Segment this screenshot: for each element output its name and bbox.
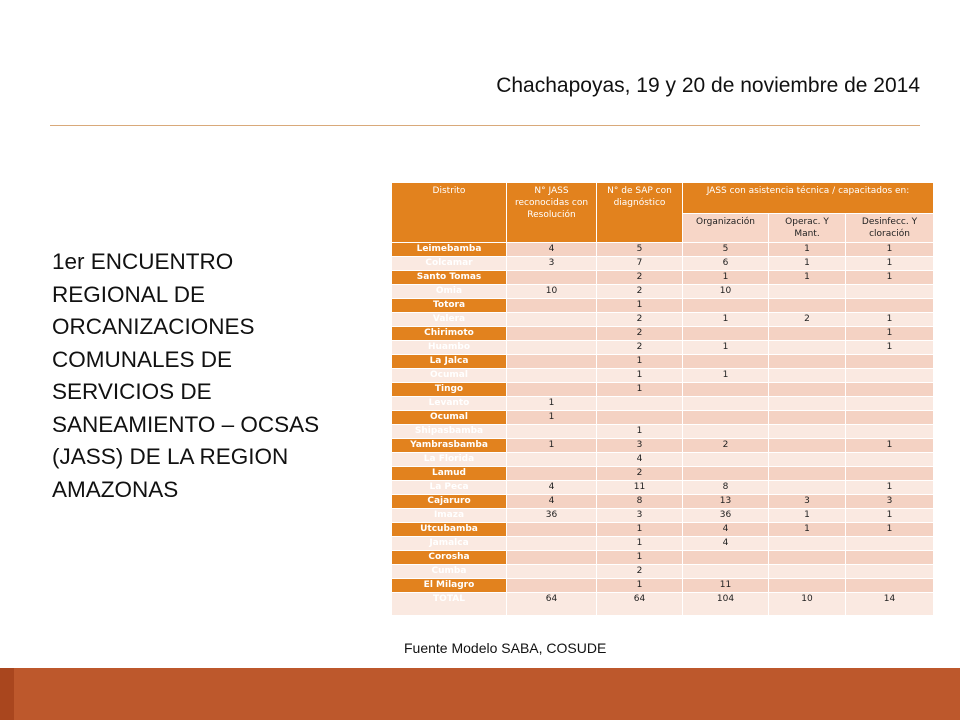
cell-organizacion: 2 — [683, 439, 769, 453]
cell-operac — [769, 439, 846, 453]
cell-organizacion: 1 — [683, 313, 769, 327]
table-row — [392, 579, 934, 593]
cell-operac: 2 — [769, 313, 846, 327]
cell-operac: 1 — [769, 271, 846, 285]
cell-jass — [507, 537, 597, 551]
cell-distrito: Totora — [392, 299, 507, 313]
cell-operac — [769, 355, 846, 369]
table-row — [392, 481, 934, 495]
cell-sap: 4 — [597, 453, 683, 467]
cell-jass — [507, 327, 597, 341]
cell-organizacion — [683, 397, 769, 411]
cell-jass — [507, 341, 597, 355]
cell-operac — [769, 397, 846, 411]
cell-distrito: Santo Tomas — [392, 271, 507, 285]
cell-distrito: Tingo — [392, 383, 507, 397]
total-desinfecc: 14 — [846, 593, 934, 616]
table-row — [392, 523, 934, 537]
cell-desinfecc: 1 — [846, 439, 934, 453]
cell-desinfecc — [846, 397, 934, 411]
header-distrito: Distrito — [392, 183, 507, 243]
cell-organizacion — [683, 299, 769, 313]
cell-sap: 11 — [597, 481, 683, 495]
table-row — [392, 341, 934, 355]
cell-operac — [769, 537, 846, 551]
cell-organizacion: 1 — [683, 369, 769, 383]
cell-operac — [769, 369, 846, 383]
cell-distrito: Jamalca — [392, 537, 507, 551]
table-row — [392, 551, 934, 565]
cell-desinfecc — [846, 299, 934, 313]
cell-sap: 5 — [597, 243, 683, 257]
table-row — [392, 565, 934, 579]
table-row — [392, 271, 934, 285]
cell-organizacion — [683, 551, 769, 565]
table-row — [392, 411, 934, 425]
cell-operac — [769, 565, 846, 579]
table-row — [392, 383, 934, 397]
cell-jass — [507, 467, 597, 481]
cell-organizacion — [683, 327, 769, 341]
cell-distrito: Ocumal — [392, 369, 507, 383]
cell-distrito: Shipasbamba — [392, 425, 507, 439]
cell-sap: 1 — [597, 551, 683, 565]
cell-sap — [597, 397, 683, 411]
cell-desinfecc: 1 — [846, 341, 934, 355]
title-line: SANEAMIENTO – OCSAS — [52, 411, 320, 437]
total-organizacion: 104 — [683, 593, 769, 616]
cell-organizacion — [683, 565, 769, 579]
total-operac: 10 — [769, 593, 846, 616]
cell-operac — [769, 425, 846, 439]
cell-operac — [769, 341, 846, 355]
cell-sap: 2 — [597, 313, 683, 327]
cell-jass: 3 — [507, 257, 597, 271]
cell-jass — [507, 299, 597, 313]
cell-jass: 4 — [507, 243, 597, 257]
cell-organizacion: 1 — [683, 271, 769, 285]
cell-jass: 1 — [507, 397, 597, 411]
cell-operac — [769, 579, 846, 593]
cell-desinfecc — [846, 383, 934, 397]
cell-distrito: Lamud — [392, 467, 507, 481]
cell-desinfecc — [846, 579, 934, 593]
table-row — [392, 327, 934, 341]
title-line: SERVICIOS DE — [52, 379, 212, 404]
cell-desinfecc: 1 — [846, 313, 934, 327]
cell-operac: 1 — [769, 509, 846, 523]
source-note: Fuente Modelo SABA, COSUDE — [404, 640, 607, 656]
header-asistencia-group: JASS con asistencia técnica / capacitados en: — [683, 183, 934, 214]
cell-sap: 7 — [597, 257, 683, 271]
cell-distrito: Cumba — [392, 565, 507, 579]
table-body — [392, 243, 934, 616]
cell-distrito: Ocumal — [392, 411, 507, 425]
cell-organizacion: 4 — [683, 523, 769, 537]
cell-distrito: Huambo — [392, 341, 507, 355]
cell-jass — [507, 313, 597, 327]
cell-distrito: La Peca — [392, 481, 507, 495]
cell-desinfecc — [846, 369, 934, 383]
header-operac: Operac. Y Mant. — [769, 214, 846, 243]
cell-sap: 2 — [597, 341, 683, 355]
cell-sap: 1 — [597, 537, 683, 551]
cell-desinfecc: 1 — [846, 271, 934, 285]
cell-sap: 1 — [597, 523, 683, 537]
cell-desinfecc — [846, 425, 934, 439]
cell-sap: 2 — [597, 271, 683, 285]
cell-organizacion: 4 — [683, 537, 769, 551]
cell-distrito: Colcamar — [392, 257, 507, 271]
cell-desinfecc: 1 — [846, 523, 934, 537]
cell-sap: 1 — [597, 579, 683, 593]
table-row — [392, 425, 934, 439]
header-sap: N° de SAP con diagnóstico — [597, 183, 683, 243]
cell-jass — [507, 355, 597, 369]
cell-operac: 3 — [769, 495, 846, 509]
header-desinfecc: Desinfecc. Y cloración — [846, 214, 934, 243]
footer-band-accent — [0, 668, 14, 720]
header-organizacion: Organización — [683, 214, 769, 243]
cell-organizacion: 13 — [683, 495, 769, 509]
title-line: ORCANIZACIONES — [52, 314, 255, 339]
cell-jass — [507, 565, 597, 579]
cell-desinfecc: 1 — [846, 481, 934, 495]
cell-distrito: Cajaruro — [392, 495, 507, 509]
cell-distrito: Chirimoto — [392, 327, 507, 341]
cell-desinfecc: 1 — [846, 243, 934, 257]
table-row — [392, 243, 934, 257]
cell-distrito: Omia — [392, 285, 507, 299]
cell-organizacion — [683, 425, 769, 439]
table-row — [392, 313, 934, 327]
header-date: Chachapoyas, 19 y 20 de noviembre de 2014 — [496, 74, 920, 97]
table-row — [392, 495, 934, 509]
cell-jass — [507, 271, 597, 285]
cell-desinfecc — [846, 551, 934, 565]
cell-operac — [769, 551, 846, 565]
cell-distrito: El Milagro — [392, 579, 507, 593]
title-line: (JASS) DE LA REGION — [52, 444, 289, 469]
cell-organizacion — [683, 453, 769, 467]
total-sap: 64 — [597, 593, 683, 616]
cell-organizacion: 6 — [683, 257, 769, 271]
cell-sap: 1 — [597, 369, 683, 383]
table-row — [392, 453, 934, 467]
cell-jass: 10 — [507, 285, 597, 299]
cell-desinfecc: 1 — [846, 327, 934, 341]
table-total-row — [392, 593, 934, 616]
cell-sap: 2 — [597, 327, 683, 341]
cell-sap: 1 — [597, 355, 683, 369]
cell-desinfecc — [846, 565, 934, 579]
cell-organizacion — [683, 411, 769, 425]
header-divider — [50, 125, 920, 126]
table-row — [392, 285, 934, 299]
cell-operac — [769, 299, 846, 313]
total-label: TOTAL — [392, 593, 507, 616]
cell-jass: 36 — [507, 509, 597, 523]
cell-operac — [769, 467, 846, 481]
total-jass: 64 — [507, 593, 597, 616]
cell-sap: 1 — [597, 299, 683, 313]
cell-organizacion — [683, 383, 769, 397]
cell-sap — [597, 411, 683, 425]
cell-operac: 1 — [769, 523, 846, 537]
table-row — [392, 369, 934, 383]
cell-desinfecc: 3 — [846, 495, 934, 509]
cell-organizacion: 11 — [683, 579, 769, 593]
cell-jass: 4 — [507, 495, 597, 509]
cell-sap: 1 — [597, 383, 683, 397]
cell-distrito: Imaza — [392, 509, 507, 523]
cell-desinfecc — [846, 285, 934, 299]
title-line: REGIONAL DE — [52, 281, 205, 307]
cell-operac — [769, 327, 846, 341]
cell-desinfecc: 1 — [846, 509, 934, 523]
cell-organizacion: 1 — [683, 341, 769, 355]
cell-distrito: Valera — [392, 313, 507, 327]
cell-jass — [507, 523, 597, 537]
cell-sap: 2 — [597, 565, 683, 579]
title-line: AMAZONAS — [52, 476, 179, 502]
cell-jass: 1 — [507, 411, 597, 425]
table-row — [392, 467, 934, 481]
cell-jass — [507, 551, 597, 565]
cell-operac: 1 — [769, 257, 846, 271]
cell-sap: 1 — [597, 425, 683, 439]
cell-jass: 1 — [507, 439, 597, 453]
cell-jass: 4 — [507, 481, 597, 495]
cell-jass — [507, 369, 597, 383]
table-row — [392, 257, 934, 271]
cell-desinfecc — [846, 537, 934, 551]
cell-distrito: La Florida — [392, 453, 507, 467]
cell-desinfecc — [846, 467, 934, 481]
table-row — [392, 299, 934, 313]
cell-sap: 3 — [597, 439, 683, 453]
cell-desinfecc — [846, 453, 934, 467]
cell-distrito: Corosha — [392, 551, 507, 565]
event-title — [52, 246, 382, 506]
cell-distrito: Yambrasbamba — [392, 439, 507, 453]
cell-jass — [507, 453, 597, 467]
cell-operac — [769, 481, 846, 495]
cell-organizacion: 36 — [683, 509, 769, 523]
cell-operac — [769, 453, 846, 467]
cell-organizacion: 8 — [683, 481, 769, 495]
header-jass: N° JASS reconocidas con Resolución — [507, 183, 597, 243]
cell-sap: 2 — [597, 467, 683, 481]
cell-sap: 8 — [597, 495, 683, 509]
cell-sap: 2 — [597, 285, 683, 299]
cell-operac — [769, 285, 846, 299]
cell-distrito: Utcubamba — [392, 523, 507, 537]
title-line: 1er ENCUENTRO — [52, 249, 234, 274]
cell-distrito: La Jalca — [392, 355, 507, 369]
cell-jass — [507, 383, 597, 397]
cell-desinfecc: 1 — [846, 257, 934, 271]
cell-operac — [769, 383, 846, 397]
cell-operac: 1 — [769, 243, 846, 257]
cell-sap: 3 — [597, 509, 683, 523]
table-row — [392, 355, 934, 369]
cell-jass — [507, 425, 597, 439]
jass-table — [391, 182, 934, 616]
cell-distrito: Leimebamba — [392, 243, 507, 257]
table-row — [392, 439, 934, 453]
cell-desinfecc — [846, 355, 934, 369]
cell-organizacion: 10 — [683, 285, 769, 299]
title-line: COMUNALES DE — [52, 346, 233, 372]
cell-operac — [769, 411, 846, 425]
cell-organizacion: 5 — [683, 243, 769, 257]
cell-distrito: Levanto — [392, 397, 507, 411]
table-row — [392, 509, 934, 523]
footer-band — [0, 668, 960, 720]
cell-organizacion — [683, 355, 769, 369]
table-row — [392, 537, 934, 551]
table-row — [392, 397, 934, 411]
table-header-row — [392, 183, 934, 214]
cell-organizacion — [683, 467, 769, 481]
cell-desinfecc — [846, 411, 934, 425]
cell-jass — [507, 579, 597, 593]
